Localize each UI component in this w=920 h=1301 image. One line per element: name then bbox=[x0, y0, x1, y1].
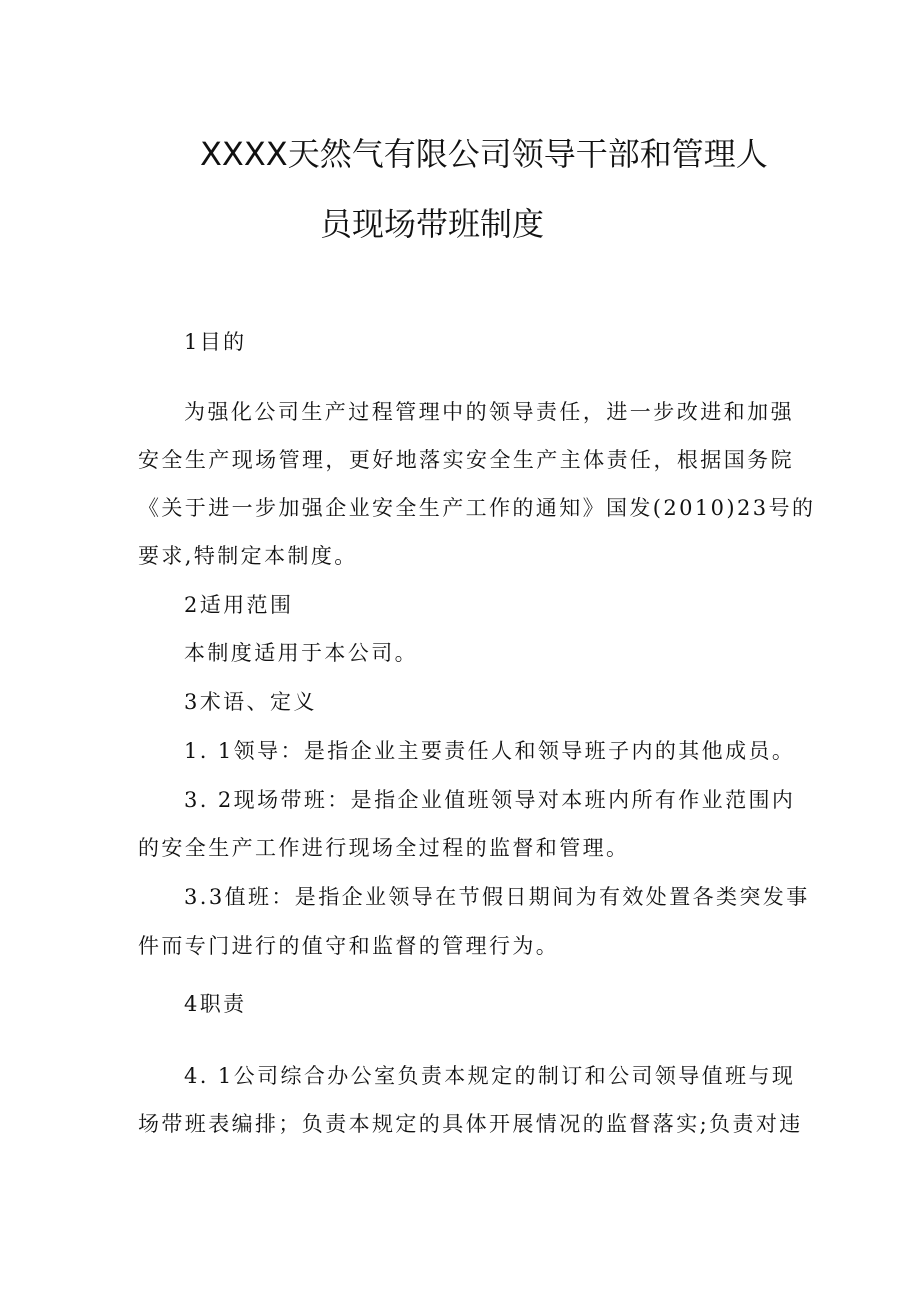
section-1-paragraph-line: 为强化公司生产过程管理中的领导责任，进一步改进和加强 bbox=[184, 400, 794, 424]
section-1-paragraph-line: 安全生产现场管理，更好地落实安全生产主体责任，根据国务院 bbox=[138, 448, 794, 472]
section-1-paragraph-line: 《关于进一步加强企业安全生产工作的通知》国发(2010)23号的 bbox=[138, 496, 816, 520]
section-1-heading: 1目的 bbox=[184, 330, 247, 354]
document-title-line-1: XXXX天然气有限公司领导干部和管理人 bbox=[200, 135, 768, 173]
section-4-heading: 4职责 bbox=[184, 992, 247, 1016]
duty-1-line: 4. 1公司综合办公室负责本规定的制订和公司领导值班与现 bbox=[184, 1064, 796, 1088]
section-2-heading: 2适用范围 bbox=[184, 593, 294, 617]
section-2-paragraph: 本制度适用于本公司。 bbox=[184, 641, 418, 665]
section-1-paragraph-line: 要求,特制定本制度。 bbox=[138, 544, 358, 568]
definition-2-line: 3. 2现场带班：是指企业值班领导对本班内所有作业范围内 bbox=[184, 788, 796, 812]
document-title-line-2: 员现场带班制度 bbox=[320, 205, 545, 243]
section-3-heading: 3术语、定义 bbox=[184, 690, 317, 714]
definition-3-line: 件而专门进行的值守和监督的管理行为。 bbox=[138, 934, 560, 958]
duty-1-line: 场带班表编排；负责本规定的具体开展情况的监督落实;负责对违 bbox=[138, 1112, 803, 1136]
definition-3-line: 3.3值班：是指企业领导在节假日期间为有效处置各类突发事 bbox=[184, 885, 810, 909]
definition-1: 1. 1领导：是指企业主要责任人和领导班子内的其他成员。 bbox=[184, 739, 796, 763]
definition-2-line: 的安全生产工作进行现场全过程的监督和管理。 bbox=[138, 836, 630, 860]
